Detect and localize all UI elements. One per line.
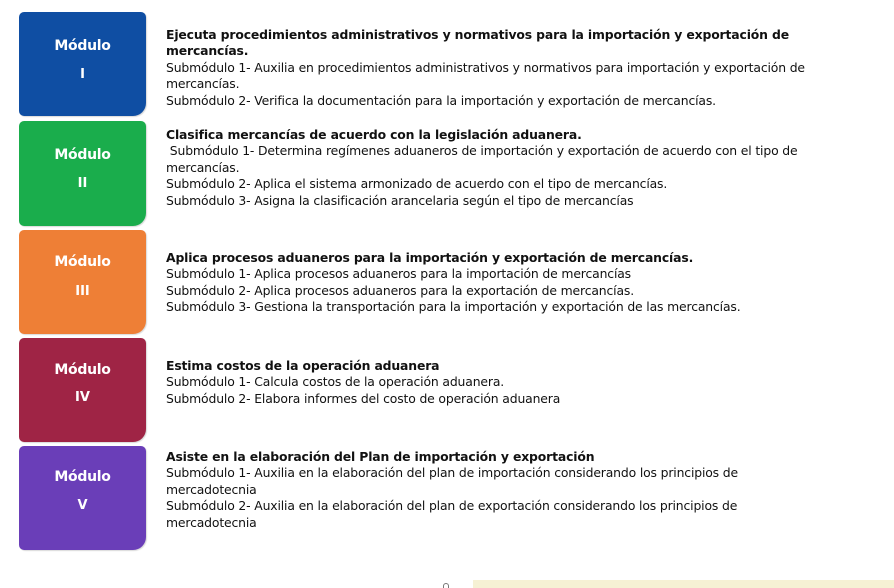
module-description-1 bbox=[166, 27, 882, 109]
submodule-line: Submódulo 1- Aplica procesos aduaneros para la importación de mercancías bbox=[166, 266, 631, 282]
submodule-line: mercadotecnia bbox=[166, 514, 257, 530]
submodule-list bbox=[166, 60, 882, 109]
module-title-line: Ejecuta procedimientos administrativos y normativos para la importación y exportación de bbox=[166, 27, 789, 42]
submodule-line: Submódulo 1- Calcula costos de la operación aduanera. bbox=[166, 374, 505, 390]
module-description-5 bbox=[166, 449, 882, 531]
submodule-line: mercancías. bbox=[166, 76, 240, 92]
module-roman-numeral: V bbox=[77, 498, 88, 513]
module-title bbox=[166, 449, 882, 465]
module-badge-4 bbox=[19, 338, 146, 442]
module-word: Módulo bbox=[54, 38, 111, 54]
module-title-line: Aplica procesos aduaneros para la importación y exportación de mercancías. bbox=[166, 250, 694, 265]
module-title-line: mercancías. bbox=[166, 43, 249, 59]
module-word: Módulo bbox=[54, 254, 111, 270]
submodule-list bbox=[166, 465, 882, 531]
submodule-line: Submódulo 2- Elabora informes del costo de operación aduanera bbox=[166, 390, 561, 406]
module-roman-numeral: III bbox=[75, 284, 90, 299]
module-title bbox=[166, 358, 882, 374]
footer-band bbox=[473, 580, 894, 588]
submodule-line: Submódulo 2- Aplica el sistema armonizado de acuerdo con el tipo de mercancías. bbox=[166, 176, 668, 192]
module-title-line: Clasifica mercancías de acuerdo con la legislación aduanera. bbox=[166, 127, 582, 142]
submodule-line: Submódulo 2- Aplica procesos aduaneros para la exportación de mercancías. bbox=[166, 282, 634, 298]
submodule-list bbox=[166, 266, 882, 315]
module-title bbox=[166, 27, 882, 60]
module-title bbox=[166, 250, 882, 266]
module-description-4 bbox=[166, 358, 882, 407]
submodule-list bbox=[166, 143, 882, 209]
submodule-line: Submódulo 3- Asigna la clasificación arancelaria según el tipo de mercancías bbox=[166, 192, 634, 208]
module-title bbox=[166, 127, 882, 143]
module-title-line: Estima costos de la operación aduanera bbox=[166, 358, 440, 373]
module-description-2 bbox=[166, 127, 882, 209]
submodule-line: Submódulo 2- Verifica la documentación para la importación y exportación de mercancías. bbox=[166, 92, 716, 108]
submodule-list bbox=[166, 374, 882, 407]
module-title-line: Asiste en la elaboración del Plan de importación y exportación bbox=[166, 449, 595, 464]
module-roman-numeral: I bbox=[80, 67, 85, 82]
module-word: Módulo bbox=[54, 147, 111, 163]
module-badge-5 bbox=[19, 446, 146, 550]
submodule-line: Submódulo 1- Determina regímenes aduaneros de importación y exportación de acuerdo con el tipo de bbox=[166, 143, 798, 159]
module-description-3 bbox=[166, 250, 882, 316]
submodule-line: mercadotecnia bbox=[166, 481, 257, 497]
module-badge-1 bbox=[19, 12, 146, 116]
module-badge-3 bbox=[19, 230, 146, 334]
submodule-line: Submódulo 3- Gestiona la transportación para la importación y exportación de las mercancías. bbox=[166, 299, 741, 315]
submodule-line: mercancías. bbox=[166, 159, 240, 175]
submodule-line: Submódulo 2- Auxilia en la elaboración del plan de exportación considerando los principios de bbox=[166, 498, 738, 514]
submodule-line: Submódulo 1- Auxilia en la elaboración del plan de importación considerando los principios de bbox=[166, 465, 738, 481]
submodule-line: Submódulo 1- Auxilia en procedimientos administrativos y normativos para importación y exportación de bbox=[166, 59, 805, 75]
module-badge-2 bbox=[19, 121, 146, 226]
module-roman-numeral: II bbox=[77, 176, 88, 191]
module-word: Módulo bbox=[54, 362, 111, 378]
page-marker-icon bbox=[443, 583, 449, 588]
module-word: Módulo bbox=[54, 469, 111, 485]
module-roman-numeral: IV bbox=[75, 390, 90, 405]
